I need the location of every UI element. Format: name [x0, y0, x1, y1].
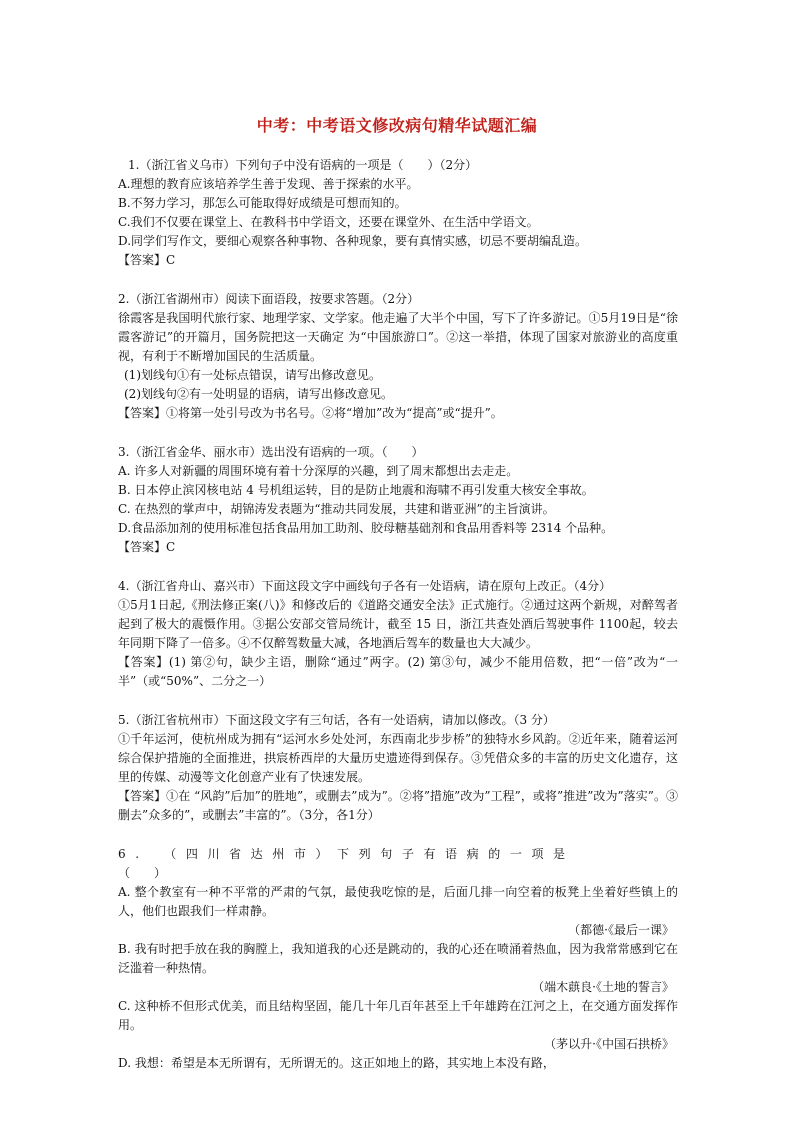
question-3-option-c: C. 在热烈的掌声中，胡锦涛发表题为“推动共同发展，共建和谐亚洲”的主旨演讲。	[118, 502, 555, 516]
question-6-option-a-source: （都德·《最后一课》	[568, 923, 674, 937]
question-6-option-c-source: （茅以升·《中国石拱桥》	[544, 1037, 674, 1051]
question-4-answer: 【答案】(1) 第②句，缺少主语，删除“通过”两字。(2) 第③句，减少不能用倍数，把“一倍”改为“一半”（或“50%”、二分之一）	[118, 655, 678, 688]
question-1-option-b: B.不努力学习，那怎么可能取得好成绩是可想而知的。	[118, 196, 407, 210]
question-3	[118, 443, 678, 557]
question-1	[118, 156, 678, 270]
question-3-stem: 3.（浙江省金华、丽水市）选出没有语病的一项。（ ）	[118, 445, 424, 459]
question-3-answer: 【答案】C	[118, 540, 176, 554]
question-2-stem: 2.（浙江省湖州市）阅读下面语段，按要求答题。（2分）	[118, 292, 420, 306]
question-6-option-b-source: （端木蕻良·《土地的誓言》	[532, 980, 674, 994]
question-6-option-c: C. 这种桥不但形式优美，而且结构坚固，能几十年几百年甚至上千年雄跨在江河之上，在交通方面发挥作用。	[118, 999, 678, 1032]
question-1-stem: 1.（浙江省义乌市）下列句子中没有语病的一项是（ ）（2分）	[128, 158, 478, 172]
question-1-answer: 【答案】C	[118, 253, 176, 267]
question-1-option-d: D.同学们写作文，要细心观察各种事物、各种现象，要有真情实感，切忌不要胡编乱造。	[118, 234, 588, 248]
question-3-option-b: B. 日本停止滨冈核电站 4 号机组运转，目的是防止地震和海啸不再引发重大核安全事故。	[118, 483, 594, 497]
question-3-option-d: D.食品添加剂的使用标准包括食品用加工助剂、胶母糖基础剂和食品用香料等 2314 个品种。	[118, 521, 614, 535]
question-6-option-d: D. 我想：希望是本无所谓有，无所谓无的。这正如地上的路，其实地上本没有路，	[118, 1056, 555, 1070]
question-4	[118, 577, 678, 691]
question-2	[118, 290, 678, 423]
question-5-answer: 【答案】①在 “风韵”后加”的胜地”，或删去”成为”。②将”措施”改为”工程”，或将”推进”改为”落实”。③删去”众多的”，或删去”丰富的”。（3分，各1分）	[118, 789, 678, 822]
question-5-stem: 5.（浙江省杭州市）下面这段文字有三句话，各有一处语病，请加以修改。（3 分）	[118, 713, 555, 727]
question-6-stem-paren: （ ）	[118, 866, 167, 880]
question-6-option-b: B. 我有时把手放在我的胸膛上，我知道我的心还是跳动的，我的心还在喷涌着热血，因为我常常感到它在泛滥着一种热情。	[118, 942, 678, 975]
question-5	[118, 711, 678, 825]
question-6	[118, 845, 678, 1073]
question-1-option-a: A.理想的教育应该培养学生善于发现、善于探索的水平。	[118, 177, 419, 191]
question-2-answer: 【答案】①将第一处引号改为书名号。②将“增加”改为“提高”或“提升”。	[118, 406, 503, 420]
question-6-stem: 6. （四川省达州市）下列句子有语病的一项是	[118, 847, 575, 861]
question-4-stem: 4.（浙江省舟山、嘉兴市）下面这段文字中画线句子各有一处语病，请在原句上改正。（4分）	[118, 579, 612, 593]
question-3-option-a: A. 许多人对新疆的周围环境有着十分深厚的兴趣，到了周末都想出去走走。	[118, 464, 519, 478]
question-2-sub-2: (2)划线句②有一处明显的语病，请写出修改意见。	[124, 387, 393, 401]
question-5-passage: ①千年运河，使杭州成为拥有“运河水乡处处河，东西南北步步桥”的独特水乡风韵。②近年来，随着运河综合保护措施的全面推进，拱宸桥西岸的大量历史遗迹得到保存。③凭借众多的丰富的历史文化遗存，这里的传媒、动漫等文化创意产业有了快速发展。	[118, 732, 678, 784]
question-1-option-c: C.我们不仅要在课堂上、在教科书中学语文，还要在课堂外、在生活中学语文。	[118, 215, 539, 229]
page-title: 中考：中考语文修改病句精华试题汇编	[256, 116, 538, 135]
document-body	[118, 156, 678, 1093]
question-2-passage: 徐霞客是我国明代旅行家、地理学家、文学家。他走遍了大半个中国，写下了许多游记。①5月19日是“徐霞客游记”的开篇月，国务院把这一天确定 为“中国旅游口”。②这一举措，体现了国家对旅游业的高度重视，有利于不断增加国民的生活质量。	[118, 311, 678, 363]
question-4-passage: ①5月1日起,《刑法修正案(八)》和修改后的《道路交通安全法》正式施行。②通过这两个新规，对醉驾者起到了极大的震慑作用。③据公安部交管局统计，截至 15 日，浙江共查处酒后驾驶事件 1100起，较去年同期下降了一倍多。④不仅醉驾数量大减，各地酒后驾车的数量也大大减少。	[118, 598, 678, 650]
question-2-sub-1: (1)划线句①有一处标点错误，请写出修改意见。	[124, 368, 381, 382]
question-6-option-a: A. 整个教室有一种不平常的严肃的气氛，最使我吃惊的是，后面几排一向空着的板凳上坐着好些镇上的人，他们也跟我们一样肃静。	[118, 885, 678, 918]
